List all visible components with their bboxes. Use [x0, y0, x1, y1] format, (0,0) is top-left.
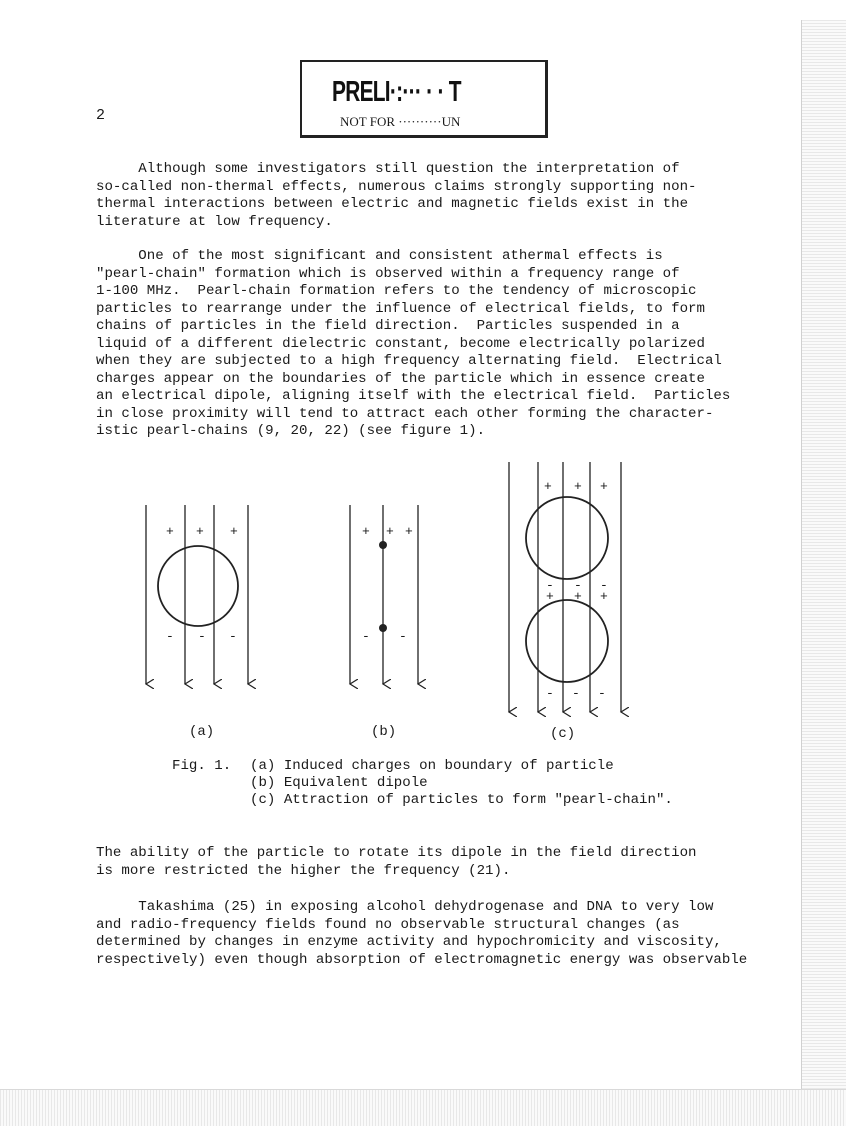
- minus-charge: -: [598, 686, 606, 701]
- minus-charge: -: [399, 629, 407, 644]
- stamp-title: PRELI·:··· · · T: [332, 76, 461, 108]
- minus-charge: -: [546, 578, 554, 593]
- panel-label-a: (a): [189, 724, 215, 740]
- dipole-positive-end: [379, 541, 387, 549]
- panel-c: [509, 462, 621, 742]
- panel-b: [350, 505, 418, 740]
- paragraph-3: The ability of the particle to rotate its dipole in the field direction is more restricted the higher the frequency (21).: [96, 845, 697, 879]
- paragraph-2: One of the most significant and consistent athermal effects is "pearl-chain" formation which is observed within a frequency range of 1-100 MHz. Pearl-chain formation refers to the tendency of microscopic particles to rearrange under the influence of electrical fields, to form chains of particles in the field direction. Particles suspended in a liquid of a different dielectric constant, become electrically polarized when they are subjected to a high frequency alternating field. Electrical charges appear on the boundaries of the particle which in essence create an electrical dipole, aligning itself with the electrical field. Particles in close proximity will tend to attract each other forming the character- istic pearl-chains (9, 20, 22) (see figure 1).: [96, 248, 731, 439]
- scan-edge-bottom: [0, 1089, 846, 1126]
- minus-charge: -: [362, 629, 370, 644]
- plus-charge: +: [544, 479, 552, 494]
- panel-label-b: (b): [371, 724, 397, 740]
- minus-charge: -: [229, 629, 237, 644]
- figure-caption-line-b: (b) Equivalent dipole: [250, 775, 428, 791]
- plus-charge: +: [405, 524, 413, 539]
- plus-charge: +: [230, 524, 238, 539]
- particle-circle: [158, 546, 238, 626]
- minus-charge: -: [574, 578, 582, 593]
- plus-charge: +: [196, 524, 204, 539]
- panel-a: [146, 505, 248, 740]
- minus-charge: -: [166, 629, 174, 644]
- minus-charge: -: [600, 578, 608, 593]
- paragraph-1: Although some investigators still question the interpretation of so-called non-thermal effects, numerous claims strongly supporting non- thermal interactions between electric and magnetic fields exist in the literature at low frequency.: [96, 161, 697, 230]
- figure-caption-line-a: (a) Induced charges on boundary of particle: [250, 758, 614, 774]
- minus-charge: -: [572, 686, 580, 701]
- paragraph-4: Takashima (25) in exposing alcohol dehydrogenase and DNA to very low and radio-frequency fields found no observable structural changes (as determined by changes in enzyme activity and hypochromicity and viscosity, respectively) even though absorption of electromagnetic energy was observable: [96, 899, 748, 968]
- stamp-subtitle: NOT FOR ··········UN: [340, 114, 461, 129]
- minus-charge: -: [546, 686, 554, 701]
- plus-charge: +: [362, 524, 370, 539]
- page-number: 2: [96, 107, 106, 124]
- plus-charge: +: [600, 589, 608, 604]
- plus-charge: +: [166, 524, 174, 539]
- plus-charge: +: [546, 589, 554, 604]
- panel-label-c: (c): [550, 726, 576, 742]
- minus-charge: -: [198, 629, 206, 644]
- figure-caption-line-c: (c) Attraction of particles to form "pearl-chain".: [250, 792, 673, 808]
- plus-charge: +: [574, 479, 582, 494]
- plus-charge: +: [574, 589, 582, 604]
- dipole-negative-end: [379, 624, 387, 632]
- plus-charge: +: [600, 479, 608, 494]
- figure-caption-label: Fig. 1.: [172, 758, 232, 774]
- plus-charge: +: [386, 524, 394, 539]
